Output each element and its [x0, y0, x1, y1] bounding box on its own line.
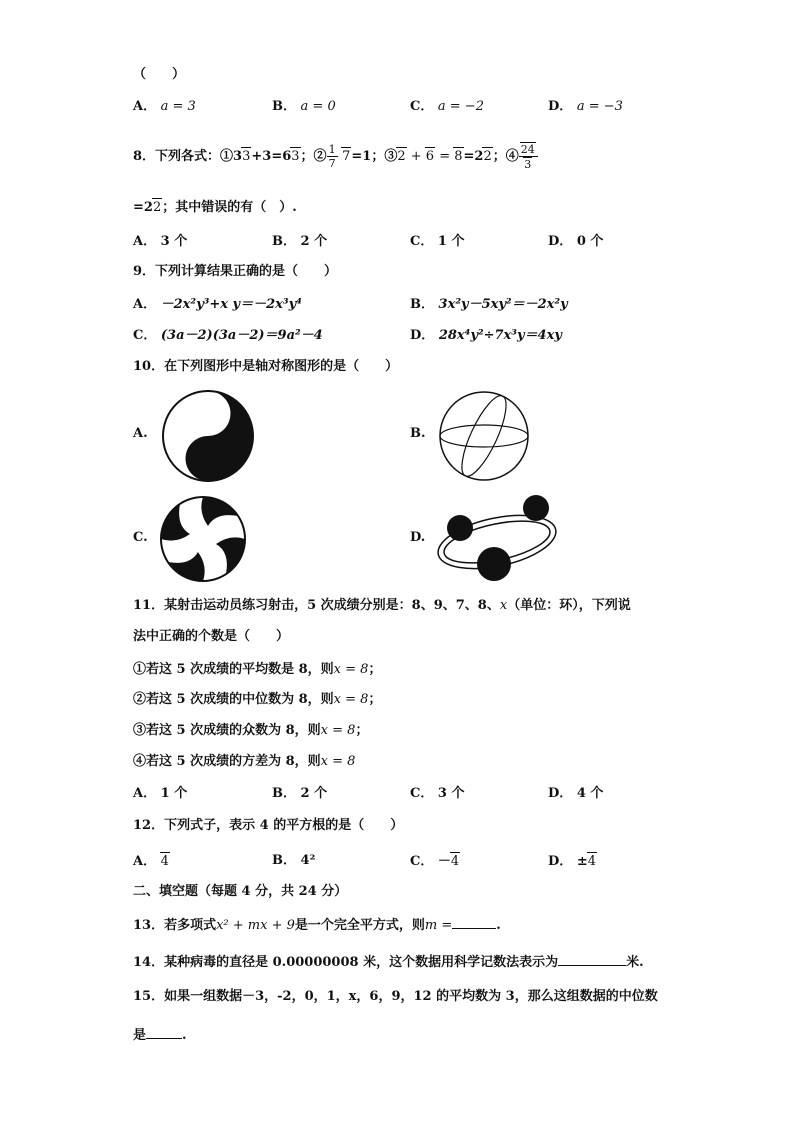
option-expr: a = −2 — [437, 99, 484, 114]
option-label: D． — [410, 328, 435, 343]
orbit-figure — [432, 492, 562, 584]
option-label: C． — [410, 234, 434, 249]
q8-text: =2 — [133, 200, 153, 215]
q11-item-3 — [133, 722, 368, 740]
q11-item-expr: x = 8 — [320, 723, 356, 738]
q11-item-expr: x = 8 — [333, 692, 369, 707]
option-label: C． — [410, 99, 434, 114]
answer-blank[interactable] — [452, 915, 496, 929]
option-label: A． — [133, 99, 157, 114]
option-expr: a = 0 — [300, 99, 336, 114]
option-text: 0 个 — [576, 234, 604, 249]
q9-option-a — [133, 296, 302, 314]
q8-option-d — [548, 233, 603, 251]
q9-option-d — [410, 327, 562, 345]
q8-text: =2 — [463, 149, 484, 164]
option-label: A． — [133, 854, 157, 869]
q15-line2 — [133, 1025, 187, 1045]
radical: 3 — [291, 149, 300, 164]
radical: 2 — [397, 149, 406, 164]
q8-option-a — [133, 233, 187, 251]
q12-option-d — [548, 852, 597, 871]
radical: 7 — [342, 149, 351, 164]
q11-option-a — [133, 785, 187, 803]
radical: 3 — [242, 149, 251, 164]
q13-text: . — [496, 918, 501, 933]
q7-option-a — [133, 98, 196, 116]
option-text: 3 个 — [160, 234, 188, 249]
q9-option-c — [133, 327, 323, 345]
option-label: C． — [133, 328, 157, 343]
q10-label-d: D. — [410, 530, 426, 545]
option-text: (3a－2)(3a－2)＝9a²－4 — [160, 328, 323, 343]
option-label: C． — [410, 854, 434, 869]
q11-line2: 法中正确的个数是（ ） — [133, 629, 290, 644]
option-label: A． — [133, 297, 157, 312]
pinwheel-figure — [158, 494, 248, 584]
q11-text: （单位：环），下列说 — [507, 598, 631, 613]
radical: 2 — [152, 200, 162, 215]
q8-option-c — [410, 233, 464, 251]
q15-text: . — [182, 1028, 187, 1043]
q13-text: 13．若多项式 — [133, 918, 217, 933]
option-expr: a = −3 — [576, 99, 623, 114]
q11-item-end: ； — [368, 662, 382, 677]
q14-text: 14．某种病毒的直径是 0.00000008 米，这个数据用科学记数法表示为 — [133, 955, 559, 970]
q8-text: +3=6 — [251, 149, 292, 164]
q10-label-a: A. — [133, 426, 148, 441]
q11-item-text: ③若这 5 次成绩的众数为 8，则 — [133, 723, 321, 738]
option-label: D． — [548, 99, 573, 114]
option-label: B． — [410, 297, 434, 312]
q11-item-end: ； — [368, 692, 382, 707]
option-text: 3x²y－5xy²＝－2x²y — [438, 297, 568, 312]
option-label: B． — [272, 234, 296, 249]
option-text: 28x⁴y²÷7x³y＝4xy — [438, 328, 562, 343]
answer-blank[interactable] — [146, 1025, 182, 1039]
fraction-den: 7 — [328, 157, 336, 170]
option-label: D． — [548, 234, 573, 249]
q7-option-d — [548, 98, 623, 116]
option-text: 2 个 — [300, 234, 328, 249]
section-heading: 二、填空题（每题 4 分，共 24 分） — [133, 884, 348, 899]
yin-yang-figure — [160, 388, 256, 484]
option-text: 4 个 — [576, 786, 604, 801]
option-pre: 4² — [300, 853, 316, 868]
option-text: 2 个 — [300, 786, 328, 801]
option-label: B． — [272, 99, 296, 114]
option-label: C． — [410, 786, 434, 801]
option-text: －2x²y³+x y＝－2x³y⁴ — [160, 297, 302, 312]
q9-option-b — [410, 296, 568, 314]
radical: 4 — [160, 854, 169, 869]
q11-item-text: ①若这 5 次成绩的平均数是 8，则 — [133, 662, 334, 677]
radical: 2 — [483, 149, 492, 164]
option-pre: － — [437, 854, 451, 869]
radical: 6 — [425, 149, 435, 164]
q10-label-c: C. — [133, 530, 148, 545]
q7-tail: （ ） — [133, 67, 186, 82]
q11-option-d — [548, 785, 603, 803]
fraction — [519, 142, 538, 171]
q14 — [133, 952, 644, 972]
option-label: A． — [133, 234, 157, 249]
sphere-figure — [436, 388, 532, 484]
q10-label-b: B. — [410, 426, 426, 441]
q8-prefix: 8．下列各式：①3 — [133, 149, 243, 164]
fraction-num — [519, 142, 538, 157]
q11-item-expr: x = 8 — [320, 754, 356, 769]
fraction — [327, 143, 338, 170]
q10-title: 10．在下列图形中是轴对称图形的是（ ） — [133, 359, 399, 374]
q8-option-b — [272, 233, 327, 251]
option-label: B． — [272, 853, 296, 868]
q11-line1 — [133, 597, 631, 615]
radical: 4 — [587, 854, 596, 869]
radical: 24 — [520, 143, 535, 156]
option-text: 1 个 — [160, 786, 188, 801]
q13-text: 是一个完全平方式，则 — [294, 918, 425, 933]
q11-item-1 — [133, 661, 381, 679]
answer-blank[interactable] — [558, 952, 626, 966]
q11-item-2 — [133, 691, 381, 709]
q14-text: 米. — [626, 955, 644, 970]
q15-line1: 15．如果一组数据－3，-2，0，1，x，6，9，12 的平均数为 3，那么这组数据的中位数 — [133, 989, 658, 1004]
radical: 8 — [454, 149, 463, 164]
option-label: B． — [272, 786, 296, 801]
q8-text: ；④ — [492, 149, 519, 164]
option-label: D． — [548, 854, 573, 869]
option-label: D． — [548, 786, 573, 801]
q8-line1 — [133, 142, 538, 171]
q15-text: 是 — [133, 1028, 147, 1043]
option-expr: a = 3 — [160, 99, 196, 114]
q13-expr: x² + mx + 9 — [216, 918, 295, 933]
q8-text: =1；③ — [351, 149, 398, 164]
fraction-den — [519, 157, 538, 171]
q13-var: m = — [424, 918, 453, 933]
option-text: 3 个 — [437, 786, 465, 801]
q11-text: 11．某射击运动员练习射击，5 次成绩分别是：8、9、7、8、 — [133, 598, 500, 613]
q12-option-a — [133, 852, 170, 871]
q12-title: 12．下列式子，表示 4 的平方根的是（ ） — [133, 818, 404, 833]
q11-item-4 — [133, 753, 355, 771]
q11-item-text: ②若这 5 次成绩的中位数为 8，则 — [133, 692, 334, 707]
q8-text: = — [435, 149, 455, 164]
q8-text: ；其中错误的有（ ）. — [162, 200, 297, 215]
radical: 3 — [524, 158, 532, 171]
q12-option-c — [410, 852, 460, 871]
q9-title: 9．下列计算结果正确的是（ ） — [133, 264, 338, 279]
q11-item-end: ； — [355, 723, 369, 738]
option-label: A． — [133, 786, 157, 801]
q13 — [133, 915, 501, 935]
q11-option-c — [410, 785, 464, 803]
fraction-num: 1 — [328, 143, 336, 156]
q11-option-b — [272, 785, 327, 803]
q8-text: + — [406, 149, 426, 164]
q12-option-b — [272, 852, 315, 870]
q11-item-expr: x = 8 — [333, 662, 369, 677]
q7-option-c — [410, 98, 484, 116]
option-pre: ± — [576, 854, 588, 869]
q11-variable: x — [499, 598, 508, 613]
q11-item-text: ④若这 5 次成绩的方差为 8，则 — [133, 754, 321, 769]
q8-line2 — [133, 198, 297, 217]
q8-text: ；② — [300, 149, 327, 164]
q7-option-b — [272, 98, 336, 116]
option-text: 1 个 — [437, 234, 465, 249]
radical: 4 — [450, 854, 460, 869]
